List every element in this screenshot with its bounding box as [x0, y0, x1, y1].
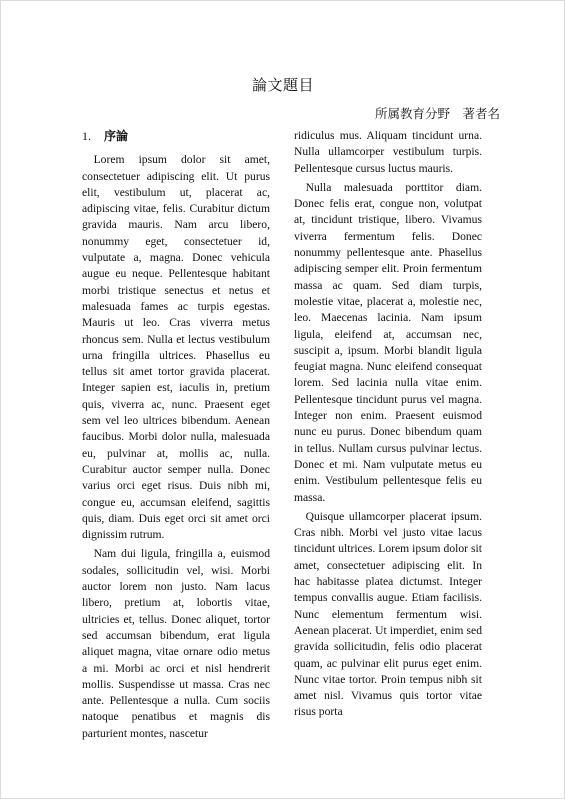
paper-title: 論文題目 — [251, 78, 314, 94]
paragraph-continuation: ridiculus mus. Aliquam tincidunt urna. Nulla ullamcorper vestibulum turpis. Pellentesque cursus luctus mauris. — [294, 129, 482, 175]
section-title: 序論 — [104, 129, 129, 143]
paragraph: Lorem ipsum dolor sit amet, consectetuer adipiscing elit. Ut purus elit, vestibulum ut, placerat ac, adipiscing vitae, felis. Curabitur dictum gravida mauris. Nam arcu libero, nonummy eget, consectetuer id, vulputate a, magna. Donec vehicula augue eu neque. Pellentesque habitant morbi tristique senectus et netus et malesuada fames ac turpis egestas. Mauris ut leo. Cras viverra metus rhoncus sem. Nulla et lectus vestibulum urna fringilla ultrices. Phasellus eu tellus sit amet tortor gravida placerat. Integer sapien est, iaculis in, pretium quis, viverra ac, nunc. Praesent eget sem vel leo ultrices bibendum. Aenean faucibus. Morbi dolor nulla, malesuada eu, pulvinar at, mollis ac, nulla. Curabitur auctor semper nulla. Donec varius orci eget risus. Duis nibh mi, congue eu, accumsan eleifend, sagittis quis, diam. Duis eget orci sit amet orci dignissim rutrum. — [82, 153, 270, 542]
paragraph: Nulla malesuada porttitor diam. Donec felis erat, congue non, volutpat at, tincidunt tristique, libero. Vivamus viverra fermentum felis. Donec nonummy pellentesque ante. Phasellus adipiscing semper elit. Proin fermentum massa ac quam. Sed diam turpis, molestie vitae, placerat a, molestie nec, leo. Maecenas lacinia. Nam ipsum ligula, eleifend at, accumsan nec, suscipit a, ipsum. Morbi blandit ligula feugiat magna. Nunc eleifend consequat lorem. Sed lacinia nulla vitae enim. Pellentesque tincidunt purus vel magna. Integer non enim. Praesent euismod nunc eu purus. Donec bibendum quam in tellus. Nullam cursus pulvinar lectus. Donec et mi. Nam vulputate metus eu enim. Vestibulum pellentesque felis eu massa. — [294, 180, 482, 504]
section-heading — [82, 128, 270, 144]
author-affiliation: 所属教育分野 著者名 — [374, 107, 500, 121]
left-column — [82, 128, 270, 745]
right-column — [294, 128, 482, 724]
paragraph: Nam dui ligula, fringilla a, euismod sodales, sollicitudin vel, wisi. Morbi auctor lorem non justo. Nam lacus libero, pretium at, lobortis vitae, ultricies et, tellus. Donec aliquet, tortor sed accumsan bibendum, erat ligula aliquet magna, vitae ornare odio metus a mi. Morbi ac orci et nisl hendrerit mollis. Suspendisse ut massa. Cras nec ante. Pellentesque a nulla. Cum sociis natoque penatibus et magnis dis parturient montes, nascetur — [82, 547, 270, 740]
paragraph: Quisque ullamcorper placerat ipsum. Cras nibh. Morbi vel justo vitae lacus tincidunt ultrices. Lorem ipsum dolor sit amet, consectetuer adipiscing elit. In hac habitasse platea dictumst. Integer tempus convallis augue. Etiam facilisis. Nunc elementum fermentum wisi. Aenean placerat. Ut imperdiet, enim sed gravida sollicitudin, felis odio placerat quam, ac pulvinar elit purus eget enim. Nunc vitae tortor. Proin tempus nibh sit amet nisl. Vivamus quis tortor vitae risus porta — [294, 509, 482, 719]
section-number: 1. — [82, 129, 91, 143]
